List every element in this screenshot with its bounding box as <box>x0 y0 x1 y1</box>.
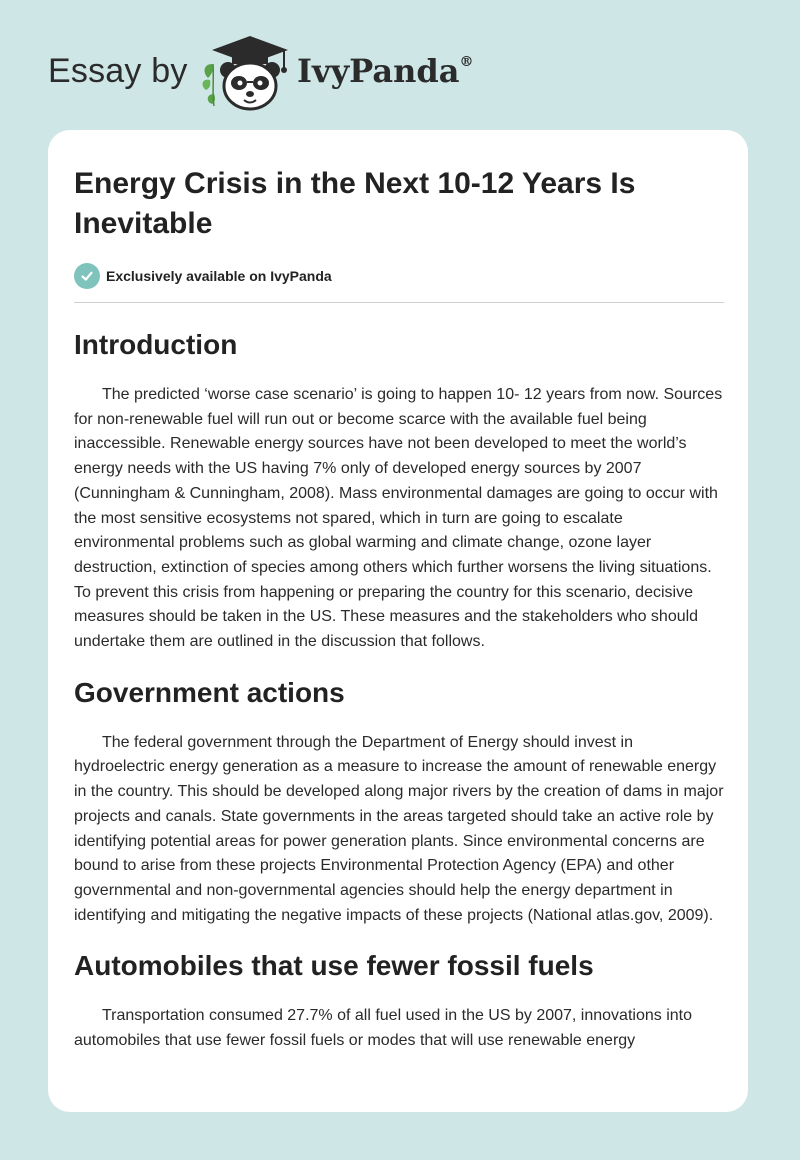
article-card <box>48 130 748 1112</box>
brand-name: IvyPanda® <box>297 52 474 90</box>
section-paragraph: Transportation consumed 27.7% of all fuel used in the US by 2007, innovations into automobiles that use fewer fossil fuels or modes that will use renewable energy <box>74 1007 692 1050</box>
section-automobiles <box>74 948 724 1053</box>
section-heading: Introduction <box>74 329 238 360</box>
section-paragraph: The predicted ‘worse case scenario’ is going to happen 10- 12 years from now. Sources for non-renewable fuel will run out or become scarce with the available fuel being inaccessible. Renewable energy sources have not been developed to meet the world’s energy needs with the US having 7% only of developed energy sources by 2007 (Cunningham & Cunningham, 2008). Mass environmental damages are going to occur with the most sensitive ecosystems not spared, which in turn are going to escalate environmental problems such as global warming and climate change, ozone layer destruction, extinction of species among others which further worsens the living situations. To prevent this crisis from happening or preparing the country for this scenario, decisive measures should be taken in the US. These measures and the stakeholders who should undertake them are outlined in the discussion that follows. <box>74 386 723 651</box>
panda-logo-icon <box>200 34 294 112</box>
section-introduction <box>74 327 724 655</box>
exclusive-badge <box>74 262 724 290</box>
section-government-actions <box>74 675 724 929</box>
article-content <box>74 164 724 1054</box>
exclusive-badge-label: Exclusively available on IvyPanda <box>106 268 332 284</box>
brand-prefix: Essay by <box>48 52 188 90</box>
check-circle-icon <box>74 263 100 289</box>
article-title: Energy Crisis in the Next 10-12 Years Is Inevitable <box>74 167 636 240</box>
brand-registered-mark: ® <box>459 54 474 70</box>
section-paragraph: The federal government through the Department of Energy should invest in hydroelectric energy generation as a measure to increase the amount of renewable energy in the country. This should be developed along major rivers by the creation of dams in major projects and canals. State governments in the areas targeted should take an active role by identifying potential areas for power generation plants. Since environmental concerns are bound to arise from these projects Environmental Protection Agency (EPA) and other governmental and non-governmental agencies should help the energy department in identifying and mitigating the negative impacts of these projects (National atlas.gov, 2009). <box>74 733 724 924</box>
title-divider <box>74 302 724 303</box>
site-brand[interactable] <box>48 32 508 112</box>
section-heading: Automobiles that use fewer fossil fuels <box>74 950 594 982</box>
section-heading: Government actions <box>74 676 345 708</box>
